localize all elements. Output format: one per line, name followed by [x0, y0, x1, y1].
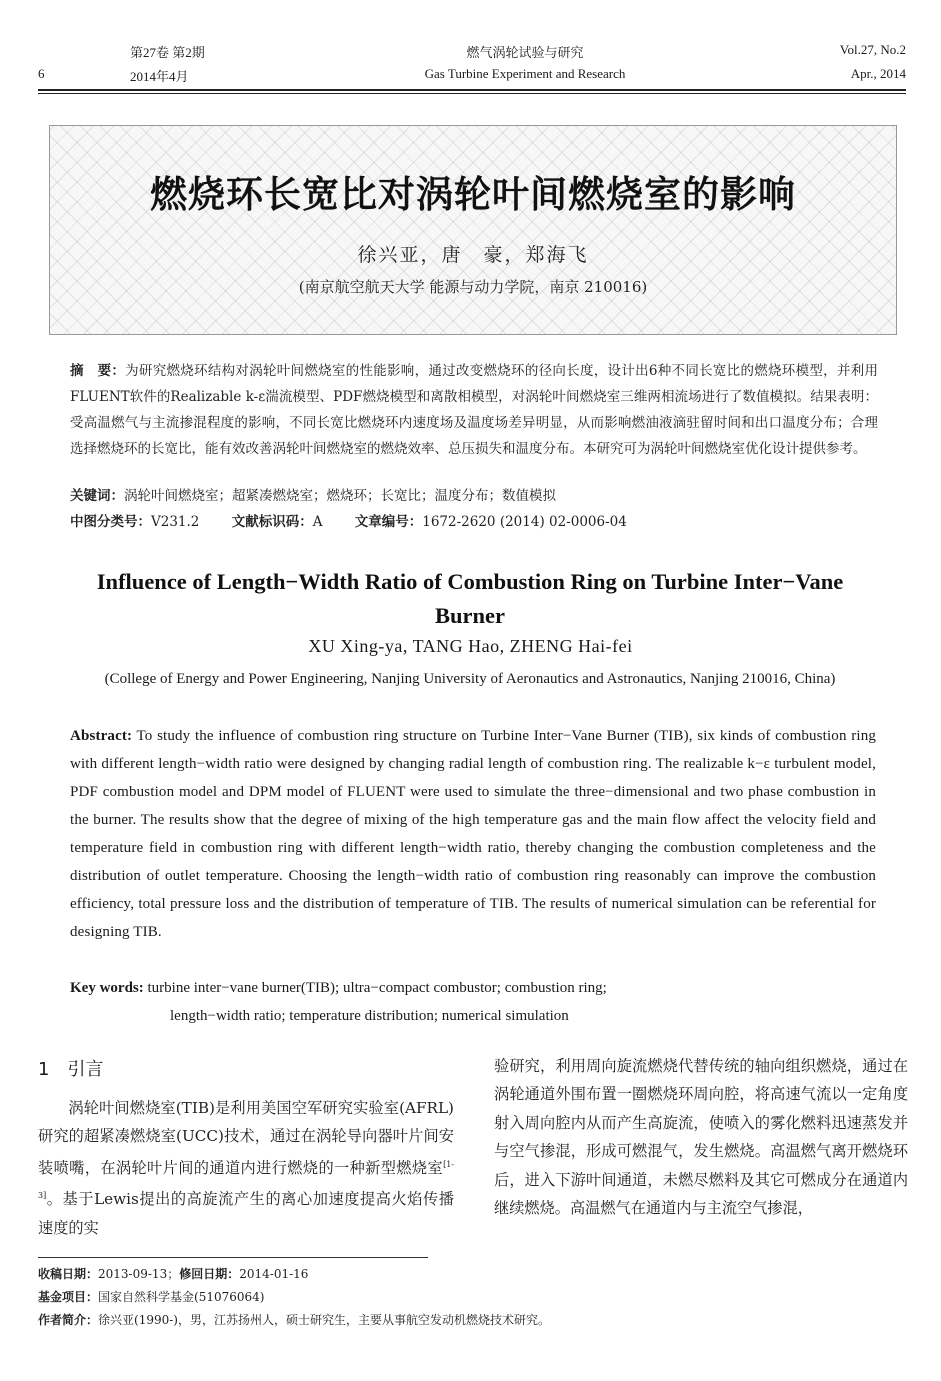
- affiliation-en: (College of Energy and Power Engineering, Nanjing University of Aeronautics and Astronautics, Nanjing 210016, China): [104, 671, 836, 687]
- clc-number: 中图分类号：V231.2: [70, 514, 200, 530]
- footnote-dates: 收稿日期：2013-09-13；修回日期：2014-01-16: [38, 1267, 309, 1281]
- article-number: 文章编号：1672-2620 (2014) 02-0006-04: [354, 514, 627, 530]
- affiliation-cn: (南京航空航天大学 能源与动力学院，南京 210016): [298, 278, 648, 296]
- authors-cn: 徐兴亚，唐 豪，郑海飞: [357, 244, 589, 266]
- body-column-right: 验研究，利用周向旋流燃烧代替传统的轴向组织燃烧，通过在涡轮通道外围布置一圈燃烧环周向腔，将高速气流以一定角度射入周向腔内从而产生高旋流，使喷入的雾化燃料迅速蒸发并与空气掺混，形成可燃混气，发生燃烧。高温燃气离开燃烧环后，进入下游叶间通道，未燃尽燃料及其它可燃成分在通道内继续燃烧。高温燃气在通道内与主流空气掺混，: [494, 1057, 908, 1218]
- section-heading: 1 引言: [38, 1059, 104, 1080]
- title-en: Influence of Length−Width Ratio of Combustion Ring on Turbine Inter−Vane Burner: [96, 569, 844, 628]
- abstract-en: [70, 722, 876, 946]
- authors-en: XU Xing-ya, TANG Hao, ZHENG Hai-fei: [308, 636, 633, 656]
- keywords-cn: [70, 484, 890, 504]
- document-code: 文献标识码：A: [231, 514, 323, 530]
- keywords-cn-label: 关键词：: [70, 488, 124, 504]
- volume-issue-en: Vol.27, No.2: [839, 42, 906, 57]
- journal-name-en: Gas Turbine Experiment and Research: [424, 66, 626, 81]
- date-en: Apr., 2014: [850, 66, 906, 81]
- body-column-left: 涡轮叶间燃烧室(TIB)是利用美国空军研究实验室(AFRL)研究的超紧凑燃烧室(UCC)技术，通过在涡轮导向器叶片间安装喷嘴，在涡轮叶片间的通道内进行燃烧的一种新型燃烧室[1-3]。基于Lewis提出的高旋流产生的离心加速度提高火焰传播速度的实: [38, 1099, 454, 1237]
- title-box: [49, 125, 897, 335]
- keywords-en-line1: turbine inter−vane burner(TIB); ultra−compact combustor; combustion ring;: [147, 980, 607, 996]
- abstract-en-label: Abstract:: [70, 728, 133, 744]
- abstract-cn-text: 为研究燃烧环结构对涡轮叶间燃烧室的性能影响，通过改变燃烧环的径向长度，设计出6种不同长宽比的燃烧环模型，并利用FLUENT软件的Realizable k-ε湍流模型、PDF燃烧模型和离散相模型，对涡轮叶间燃烧室三维两相流场进行了数值模拟。结果表明：受高温燃气与主流掺混程度的影响，不同长宽比燃烧环内速度场及温度场差异明显，从而影响燃油液滴驻留时间和出口温度分布；合理选择燃烧环的长宽比，能有效改善涡轮叶间燃烧室的燃烧效率、总压损失和温度分布。本研究可为涡轮叶间燃烧室优化设计提供参考。: [70, 363, 879, 457]
- footnote-rule: [38, 1257, 428, 1258]
- journal-name-cn: 燃气涡轮试验与研究: [466, 45, 584, 60]
- keywords-en-label: Key words:: [70, 980, 144, 996]
- keywords-en-line2: length−width ratio; temperature distribution; numerical simulation: [170, 1008, 569, 1024]
- classification-row: [70, 510, 655, 530]
- header-rule-thick: [38, 89, 906, 91]
- volume-issue-cn: 第27卷 第2期: [130, 45, 205, 60]
- keywords-en: [70, 974, 890, 1030]
- citation-ref: [1-3]: [38, 1159, 454, 1201]
- abstract-en-text: To study the influence of combustion ring structure on Turbine Inter−Vane Burner (TIB), six kinds of combustion ring with different length−width ratio were designed by changing radial length of combustion ring. The realizable k−ε turbulent model, PDF combustion model and DPM model of FLUENT were used to simulate the three−dimensional and two phase combustion in the burner. The results show that the degree of mixing of the high temperature gas and the main flow affect the velocity field and temperature field in combustion ring with different length−width ratio, thereby changing the combustion completeness and the distribution of outlet temperature. Choosing the length−width ratio of combustion ring reasonably can improve the combustion efficiency, total pressure loss and the distribution of temperature of TIB. The results of numerical simulation can be referential for designing TIB.: [70, 728, 876, 940]
- abstract-cn: [70, 358, 878, 462]
- title-cn: 燃烧环长宽比对涡轮叶间燃烧室的影响: [150, 173, 796, 216]
- footnote-fund: 基金项目：国家自然科学基金(51076064): [38, 1290, 265, 1304]
- date-cn: 2014年4月: [130, 69, 189, 84]
- footnote-author: 作者简介：徐兴亚(1990-)，男，江苏扬州人，硕士研究生，主要从事航空发动机燃烧技术研究。: [38, 1313, 550, 1327]
- page-number: 6: [38, 66, 45, 81]
- header-rule-thin: [38, 93, 906, 94]
- abstract-cn-label: 摘 要：: [70, 363, 126, 379]
- keywords-cn-text: 涡轮叶间燃烧室；超紧凑燃烧室；燃烧环；长宽比；温度分布；数值模拟: [124, 488, 556, 504]
